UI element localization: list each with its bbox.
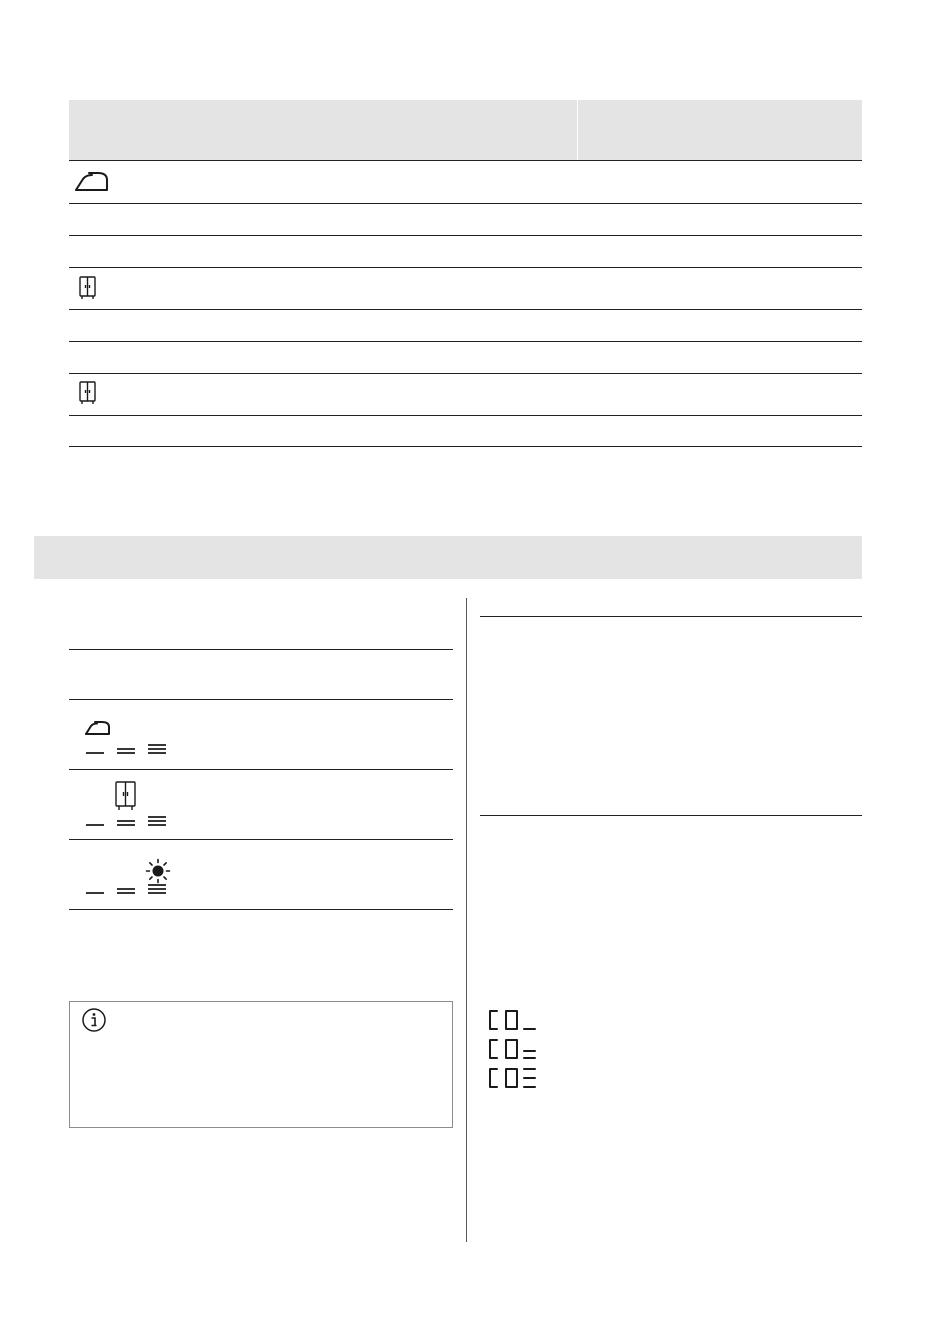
left-rule bbox=[69, 839, 453, 840]
level-bars-icon bbox=[84, 880, 174, 896]
left-rule bbox=[69, 769, 453, 770]
table-header-divider bbox=[577, 100, 578, 160]
level-bars-icon bbox=[84, 740, 174, 756]
info-icon bbox=[81, 1007, 107, 1033]
cupboard-icon bbox=[114, 780, 138, 812]
right-rule bbox=[480, 616, 862, 617]
display-code-co2-icon bbox=[486, 1037, 542, 1061]
iron-icon bbox=[74, 169, 110, 193]
table-rule bbox=[69, 203, 862, 204]
cupboard-icon bbox=[78, 380, 98, 406]
column-divider bbox=[466, 598, 467, 1242]
table-rule bbox=[69, 309, 862, 310]
section-header-band bbox=[34, 536, 862, 579]
left-rule bbox=[69, 699, 453, 700]
info-note-box bbox=[69, 1001, 453, 1128]
table-rule bbox=[69, 373, 862, 374]
iron-icon bbox=[84, 719, 112, 737]
table-rule bbox=[69, 267, 862, 268]
display-code-co3-icon bbox=[486, 1066, 542, 1090]
right-rule bbox=[480, 815, 862, 816]
cupboard-icon bbox=[78, 275, 98, 301]
table-rule bbox=[69, 341, 862, 342]
table-rule bbox=[69, 446, 862, 447]
table-rule bbox=[69, 235, 862, 236]
table-rule bbox=[69, 415, 862, 416]
display-code-co1-icon bbox=[486, 1008, 542, 1032]
left-rule bbox=[69, 649, 453, 650]
left-rule bbox=[69, 909, 453, 910]
table-rule bbox=[69, 160, 862, 161]
table-header-band bbox=[69, 100, 862, 160]
level-bars-icon bbox=[84, 812, 174, 828]
